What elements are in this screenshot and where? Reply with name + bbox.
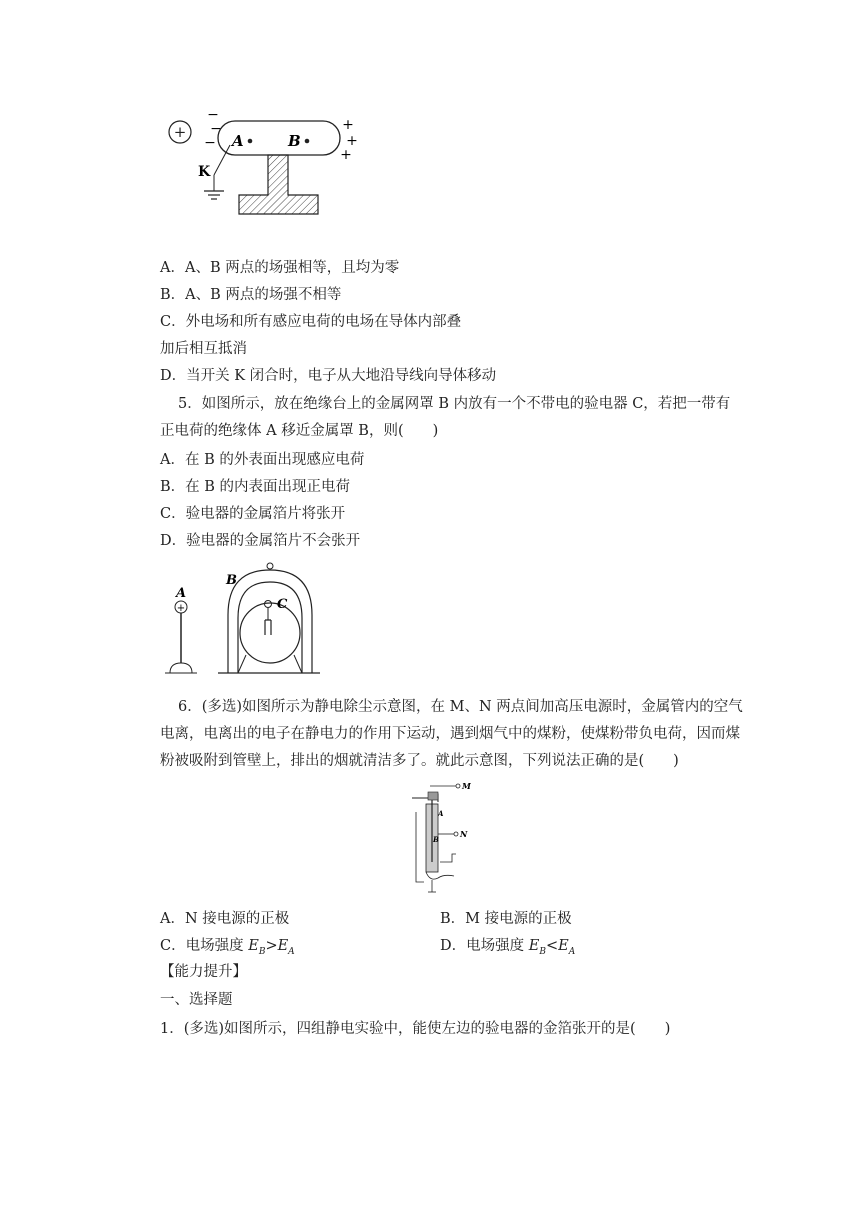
q5-option-b: B．在 B 的内表面出现正电荷 (160, 479, 351, 495)
q4-option-c-continued: 加后相互抵消 (160, 341, 247, 357)
q4-option-c: C．外电场和所有感应电荷的电场在导体内部叠 (160, 314, 462, 330)
q6-stem-line2: 电离，电离出的电子在静电力的作用下运动，遇到烟气中的煤粉，使煤粉带负电荷，因而煤 (160, 726, 740, 742)
svg-text:K: K (198, 164, 211, 180)
svg-text:+: + (342, 117, 354, 133)
q4-option-d: D．当开关 K 闭合时，电子从大地沿导线向导体移动 (160, 368, 497, 384)
q5-stem-line1: 5．如图所示，放在绝缘台上的金属网罩 B 内放有一个不带电的验电器 C，若把一带有 (178, 396, 731, 412)
svg-text:A: A (176, 586, 187, 601)
source-plus-sign: + (173, 123, 187, 141)
svg-text:M: M (462, 782, 471, 791)
svg-text:+: + (346, 133, 358, 149)
svg-text:B: B (288, 132, 301, 150)
svg-text:B: B (433, 835, 439, 844)
q5-option-c: C．验电器的金属箔片将张开 (160, 506, 346, 522)
q6-stem-line3: 粉被吸附到管壁上，排出的烟就清洁多了。就此示意图，下列说法正确的是( ) (160, 753, 679, 769)
section-heading: 【能力提升】 (160, 964, 247, 980)
svg-text:+: + (340, 147, 352, 163)
svg-text:A: A (438, 809, 444, 818)
q6-stem-line1: 6．(多选)如图所示为静电除尘示意图，在 M、N 两点间加高压电源时，金属管内的空气 (178, 699, 743, 715)
svg-text:A: A (232, 132, 244, 150)
svg-text:N: N (460, 829, 468, 839)
svg-text:B: B (226, 573, 237, 588)
section-subheading: 一、选择题 (160, 992, 233, 1008)
svg-text:C: C (277, 597, 288, 612)
metal-cage-figure (160, 560, 330, 680)
q1-stem: 1．(多选)如图所示，四组静电实验中，能使左边的验电器的金箔张开的是( ) (160, 1021, 671, 1037)
svg-text:−: − (207, 107, 219, 123)
svg-text:−: − (204, 135, 216, 151)
svg-text:−: − (210, 121, 222, 137)
q6-option-a: A．N 接电源的正极 (160, 911, 290, 927)
q6-option-d: D．电场强度 $E_B<E_A$ (440, 938, 576, 957)
q6-option-b: B．M 接电源的正极 (440, 911, 572, 927)
q5-option-a: A．在 B 的外表面出现感应电荷 (160, 452, 365, 468)
precipitator-figure (408, 782, 478, 900)
q5-stem-line2: 正电荷的绝缘体 A 移近金属罩 B，则( ) (160, 423, 439, 439)
q5-option-d: D．验电器的金属箔片不会张开 (160, 533, 361, 549)
q6-option-c: C．电场强度 $E_B>E_A$ (160, 938, 295, 957)
q4-option-b: B．A、B 两点的场强不相等 (160, 287, 342, 303)
q4-option-a: A．A、B 两点的场强相等，且均为零 (160, 260, 400, 276)
svg-text:+: + (176, 603, 186, 614)
conductor-figure (160, 105, 370, 220)
